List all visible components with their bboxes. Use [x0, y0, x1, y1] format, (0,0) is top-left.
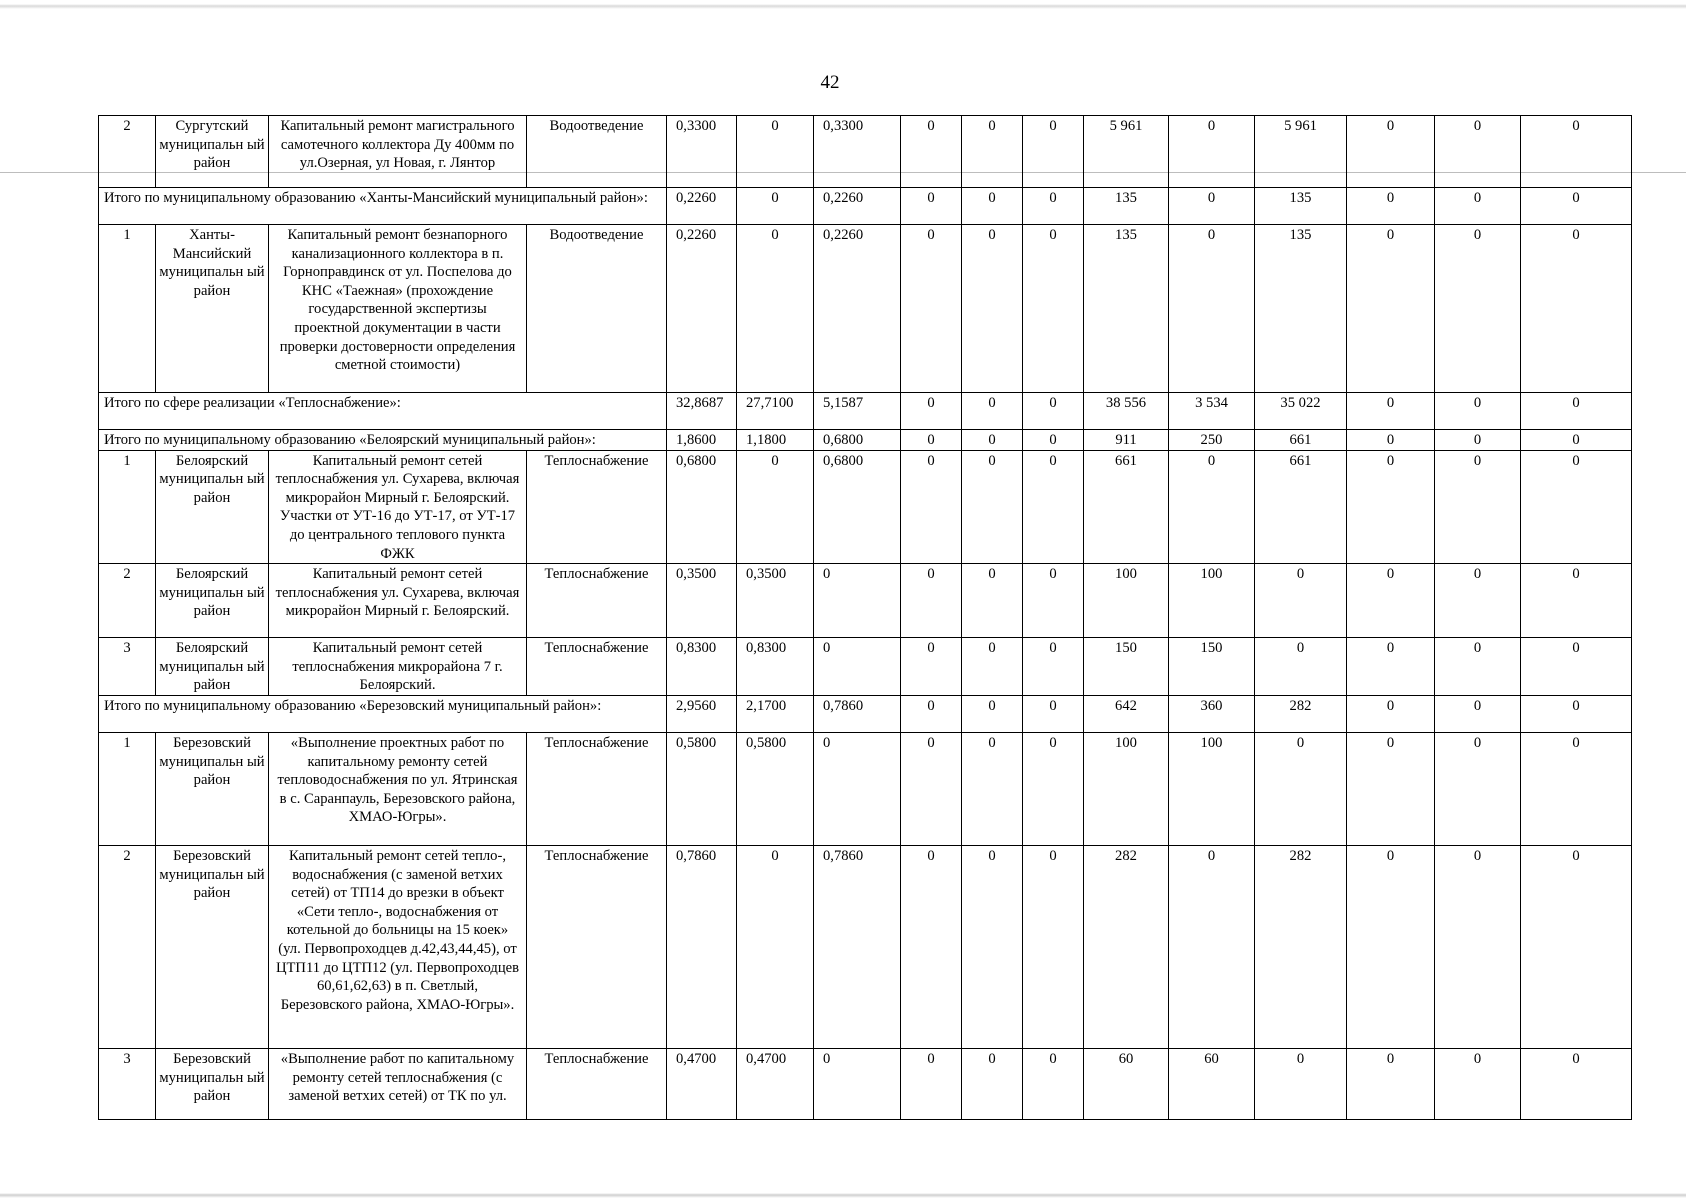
value-cell: 0 [814, 564, 901, 638]
value-cell: 0 [737, 450, 814, 564]
work-description: Капитальный ремонт безнапорного канализационного коллектора в п. Горноправдинск от ул. Поспелова до КНС «Таежная» (прохождение государственной экспертизы проектной документации в части проверки достоверности определения сметной стоимости) [269, 225, 527, 393]
sphere-name: Теплоснабжение [527, 845, 667, 1048]
value-cell: 100 [1169, 732, 1255, 845]
municipality-name: Березовский муниципальн ый район [156, 732, 269, 845]
row-number: 1 [99, 225, 156, 393]
value-cell: 0 [1255, 1048, 1347, 1119]
value-cell: 360 [1169, 695, 1255, 732]
value-cell: 0,3300 [667, 116, 737, 188]
row-number: 2 [99, 845, 156, 1048]
value-cell: 0 [1169, 188, 1255, 225]
value-cell: 0 [814, 638, 901, 696]
sphere-name: Теплоснабжение [527, 564, 667, 638]
value-cell: 38 556 [1084, 393, 1169, 430]
value-cell: 0 [1023, 638, 1084, 696]
work-description: «Выполнение проектных работ по капитальному ремонту сетей тепловодоснабжения по ул. Ятринская в с. Саранпауль, Березовского района, ХМАО-Югры». [269, 732, 527, 845]
value-cell: 2,1700 [737, 695, 814, 732]
value-cell: 0,2260 [667, 188, 737, 225]
works-table-body [99, 116, 1632, 1120]
value-cell: 0 [1347, 450, 1435, 564]
value-cell: 250 [1169, 430, 1255, 451]
value-cell: 0 [1521, 695, 1632, 732]
value-cell: 0 [737, 845, 814, 1048]
row-number: 3 [99, 638, 156, 696]
value-cell: 0 [962, 695, 1023, 732]
total-row [99, 430, 1632, 451]
work-description: Капитальный ремонт сетей теплоснабжения микрорайона 7 г. Белоярский. [269, 638, 527, 696]
table-row [99, 450, 1632, 564]
sphere-name: Теплоснабжение [527, 450, 667, 564]
work-description: Капитальный ремонт сетей тепло-, водоснабжения (с заменой ветхих сетей) от ТП14 до врезки в объект «Сети тепло-, водоснабжения от котельной до больницы на 15 коек» (ул. Первопроходцев д.42,43,44,45), от ЦТП11 до ЦТП12 (ул. Первопроходцев 60,61,62,63) в п. Светлый, Березовского района, ХМАО-Югры». [269, 845, 527, 1048]
value-cell: 0 [962, 430, 1023, 451]
value-cell: 0 [1521, 430, 1632, 451]
value-cell: 0 [1521, 188, 1632, 225]
page-number: 42 [820, 72, 840, 93]
value-cell: 0 [1169, 225, 1255, 393]
value-cell: 0 [1435, 225, 1521, 393]
value-cell: 135 [1084, 225, 1169, 393]
value-cell: 0,2260 [814, 225, 901, 393]
value-cell: 60 [1084, 1048, 1169, 1119]
works-table [98, 115, 1632, 1120]
total-row [99, 188, 1632, 225]
value-cell: 0 [1023, 1048, 1084, 1119]
value-cell: 0 [1435, 732, 1521, 845]
value-cell: 0 [1521, 564, 1632, 638]
value-cell: 0 [1435, 845, 1521, 1048]
value-cell: 0 [901, 430, 962, 451]
municipality-name: Березовский муниципальн ый район [156, 1048, 269, 1119]
value-cell: 0 [1521, 638, 1632, 696]
value-cell: 0 [962, 732, 1023, 845]
value-cell: 0,2260 [667, 225, 737, 393]
value-cell: 0 [962, 393, 1023, 430]
total-label: Итого по муниципальному образованию «Белоярский муниципальный район»: [99, 430, 667, 451]
value-cell: 0,6800 [814, 430, 901, 451]
sphere-name: Теплоснабжение [527, 1048, 667, 1119]
value-cell: 0 [814, 732, 901, 845]
value-cell: 0 [901, 638, 962, 696]
table-row [99, 564, 1632, 638]
table-row [99, 225, 1632, 393]
value-cell: 100 [1169, 564, 1255, 638]
value-cell: 0 [901, 393, 962, 430]
value-cell: 0 [1521, 450, 1632, 564]
value-cell: 0 [1435, 638, 1521, 696]
value-cell: 0 [962, 188, 1023, 225]
value-cell: 0,2260 [814, 188, 901, 225]
value-cell: 5 961 [1255, 116, 1347, 188]
value-cell: 0,3300 [814, 116, 901, 188]
value-cell: 0 [1347, 732, 1435, 845]
value-cell: 0 [1347, 1048, 1435, 1119]
value-cell: 0,5800 [667, 732, 737, 845]
value-cell: 0 [901, 116, 962, 188]
value-cell: 0 [1435, 188, 1521, 225]
table-row [99, 116, 1632, 188]
value-cell: 282 [1084, 845, 1169, 1048]
row-number: 2 [99, 564, 156, 638]
value-cell: 0 [1435, 695, 1521, 732]
value-cell: 2,9560 [667, 695, 737, 732]
value-cell: 0 [962, 1048, 1023, 1119]
value-cell: 282 [1255, 695, 1347, 732]
value-cell: 0 [1347, 393, 1435, 430]
value-cell: 0 [1023, 732, 1084, 845]
sphere-name: Водоотведение [527, 225, 667, 393]
value-cell: 0,8300 [737, 638, 814, 696]
value-cell: 0 [1255, 732, 1347, 845]
value-cell: 0 [901, 695, 962, 732]
value-cell: 0 [1347, 225, 1435, 393]
table-row [99, 845, 1632, 1048]
value-cell: 0 [1435, 116, 1521, 188]
value-cell: 0 [1255, 638, 1347, 696]
work-description: Капитальный ремонт сетей теплоснабжения ул. Сухарева, включая микрорайон Мирный г. Белоярский. Участки от УТ-16 до УТ-17, от УТ-17 до центрального теплового пункта ФЖК [269, 450, 527, 564]
value-cell: 0 [901, 845, 962, 1048]
value-cell: 0 [1023, 450, 1084, 564]
value-cell: 150 [1084, 638, 1169, 696]
value-cell: 0 [1169, 450, 1255, 564]
value-cell: 0,7860 [667, 845, 737, 1048]
value-cell: 661 [1084, 450, 1169, 564]
row-number: 1 [99, 450, 156, 564]
value-cell: 135 [1255, 188, 1347, 225]
municipality-name: Белоярский муниципальн ый район [156, 564, 269, 638]
value-cell: 3 534 [1169, 393, 1255, 430]
municipality-name: Белоярский муниципальн ый район [156, 450, 269, 564]
value-cell: 0,4700 [667, 1048, 737, 1119]
value-cell: 0 [1023, 188, 1084, 225]
value-cell: 27,7100 [737, 393, 814, 430]
value-cell: 0 [1521, 732, 1632, 845]
value-cell: 661 [1255, 430, 1347, 451]
value-cell: 5 961 [1084, 116, 1169, 188]
value-cell: 0 [1347, 638, 1435, 696]
row-number: 1 [99, 732, 156, 845]
value-cell: 282 [1255, 845, 1347, 1048]
value-cell: 0 [737, 225, 814, 393]
value-cell: 0 [1169, 116, 1255, 188]
value-cell: 0,3500 [667, 564, 737, 638]
value-cell: 0 [962, 564, 1023, 638]
value-cell: 35 022 [1255, 393, 1347, 430]
value-cell: 0 [1023, 695, 1084, 732]
value-cell: 0,8300 [667, 638, 737, 696]
value-cell: 0,6800 [814, 450, 901, 564]
value-cell: 0 [1023, 116, 1084, 188]
value-cell: 0,7860 [814, 845, 901, 1048]
value-cell: 0 [962, 225, 1023, 393]
value-cell: 150 [1169, 638, 1255, 696]
value-cell: 1,8600 [667, 430, 737, 451]
value-cell: 0,6800 [667, 450, 737, 564]
value-cell: 0 [962, 116, 1023, 188]
value-cell: 1,1800 [737, 430, 814, 451]
value-cell: 0 [901, 1048, 962, 1119]
total-label: Итого по муниципальному образованию «Березовский муниципальный район»: [99, 695, 667, 732]
value-cell: 60 [1169, 1048, 1255, 1119]
sphere-name: Водоотведение [527, 116, 667, 188]
table-row [99, 638, 1632, 696]
value-cell: 0 [1435, 564, 1521, 638]
value-cell: 642 [1084, 695, 1169, 732]
value-cell: 661 [1255, 450, 1347, 564]
total-label: Итого по муниципальному образованию «Ханты-Мансийский муниципальный район»: [99, 188, 667, 225]
value-cell: 0 [1521, 393, 1632, 430]
value-cell: 0 [901, 564, 962, 638]
value-cell: 0,5800 [737, 732, 814, 845]
value-cell: 5,1587 [814, 393, 901, 430]
value-cell: 0 [1435, 1048, 1521, 1119]
value-cell: 0 [1347, 188, 1435, 225]
value-cell: 0 [901, 732, 962, 845]
value-cell: 0 [1435, 393, 1521, 430]
value-cell: 135 [1255, 225, 1347, 393]
municipality-name: Белоярский муниципальн ый район [156, 638, 269, 696]
sphere-name: Теплоснабжение [527, 732, 667, 845]
value-cell: 0 [1169, 845, 1255, 1048]
value-cell: 0,3500 [737, 564, 814, 638]
value-cell: 0 [1023, 393, 1084, 430]
row-number: 2 [99, 116, 156, 188]
value-cell: 0 [1023, 430, 1084, 451]
value-cell: 0 [1521, 116, 1632, 188]
value-cell: 0 [1521, 225, 1632, 393]
value-cell: 0 [1521, 845, 1632, 1048]
value-cell: 0 [901, 225, 962, 393]
work-description: Капитальный ремонт сетей теплоснабжения ул. Сухарева, включая микрорайон Мирный г. Белоярский. [269, 564, 527, 638]
value-cell: 0 [1347, 564, 1435, 638]
total-row [99, 393, 1632, 430]
sphere-name: Теплоснабжение [527, 638, 667, 696]
value-cell: 0 [737, 188, 814, 225]
value-cell: 0 [1347, 845, 1435, 1048]
scan-edge-bottom [0, 1188, 1686, 1200]
value-cell: 0,7860 [814, 695, 901, 732]
value-cell: 0 [901, 450, 962, 564]
total-row [99, 695, 1632, 732]
table-row [99, 1048, 1632, 1119]
value-cell: 0 [1347, 695, 1435, 732]
value-cell: 0,4700 [737, 1048, 814, 1119]
value-cell: 0 [1435, 430, 1521, 451]
value-cell: 0 [814, 1048, 901, 1119]
value-cell: 0 [1347, 430, 1435, 451]
value-cell: 32,8687 [667, 393, 737, 430]
value-cell: 135 [1084, 188, 1169, 225]
table-row [99, 732, 1632, 845]
value-cell: 0 [962, 845, 1023, 1048]
row-number: 3 [99, 1048, 156, 1119]
value-cell: 0 [1023, 845, 1084, 1048]
value-cell: 0 [737, 116, 814, 188]
total-label: Итого по сфере реализации «Теплоснабжение»: [99, 393, 667, 430]
value-cell: 911 [1084, 430, 1169, 451]
value-cell: 0 [1435, 450, 1521, 564]
value-cell: 0 [962, 450, 1023, 564]
municipality-name: Сургутский муниципальн ый район [156, 116, 269, 188]
value-cell: 0 [1347, 116, 1435, 188]
value-cell: 0 [1255, 564, 1347, 638]
work-description: «Выполнение работ по капитальному ремонту сетей теплоснабжения (с заменой ветхих сетей) от ТК по ул. [269, 1048, 527, 1119]
municipality-name: Ханты-Мансийский муниципальн ый район [156, 225, 269, 393]
value-cell: 0 [962, 638, 1023, 696]
value-cell: 100 [1084, 732, 1169, 845]
value-cell: 100 [1084, 564, 1169, 638]
value-cell: 0 [901, 188, 962, 225]
value-cell: 0 [1521, 1048, 1632, 1119]
value-cell: 0 [1023, 564, 1084, 638]
value-cell: 0 [1023, 225, 1084, 393]
work-description: Капитальный ремонт магистрального самотечного коллектора Ду 400мм по ул.Озерная, ул Новая, г. Лянтор [269, 116, 527, 188]
scan-edge-top [0, 0, 1686, 14]
municipality-name: Березовский муниципальн ый район [156, 845, 269, 1048]
